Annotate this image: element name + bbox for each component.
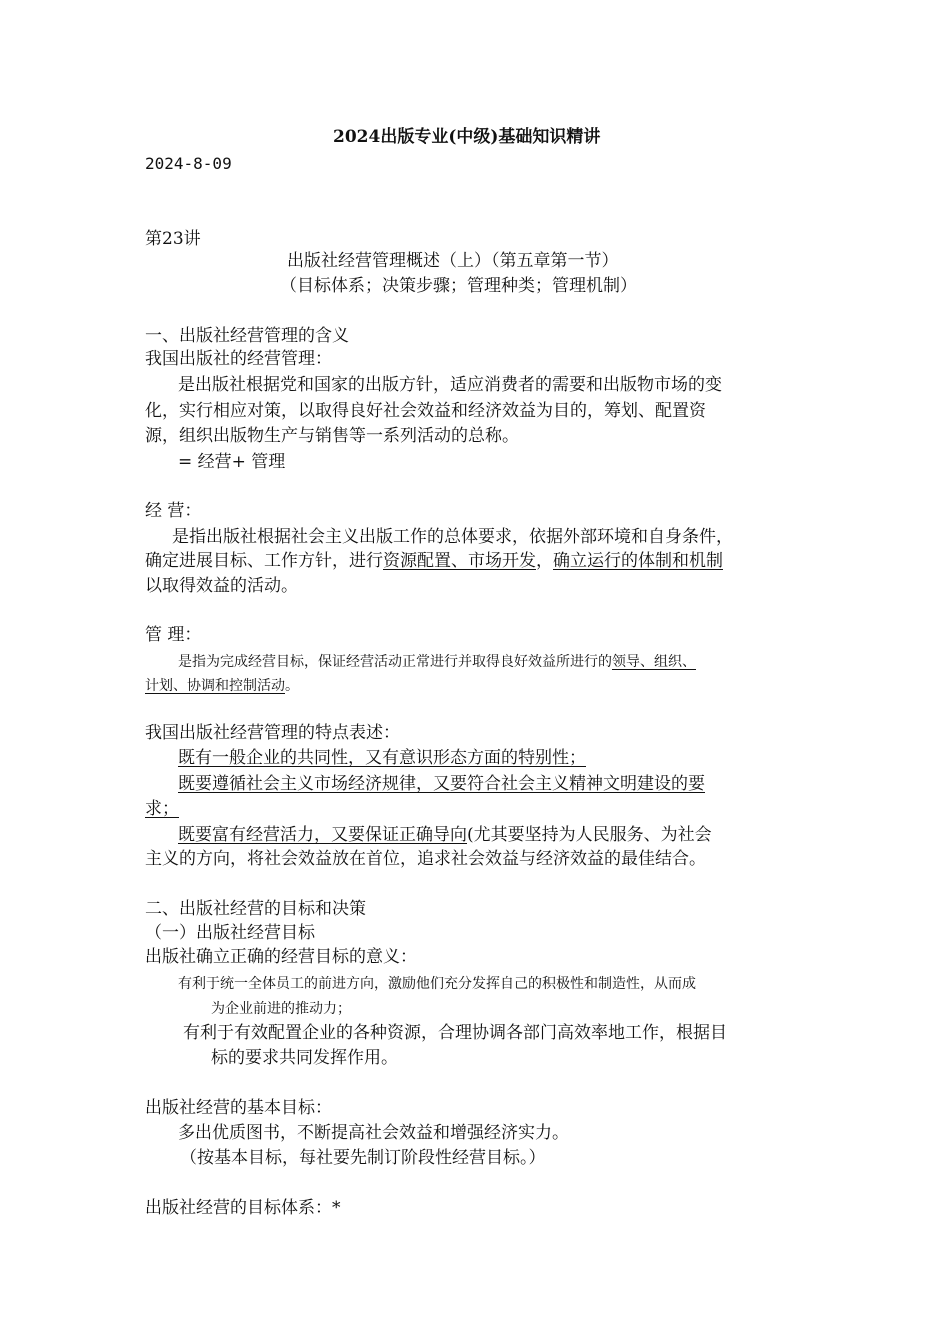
lecture-subheading: （目标体系；决策步骤；管理种类；管理机制） xyxy=(280,276,637,296)
meaning-1-line-2: 为企业前进的推动力； xyxy=(211,1001,351,1017)
section-1-heading: 一、出版社经营管理的含义 xyxy=(145,326,349,346)
section-2-heading: 二、出版社经营的目标和决策 xyxy=(145,899,366,919)
guanli-underline-2: 计划、协调和控制活动 xyxy=(145,678,285,694)
jingying-line-2 xyxy=(145,550,723,572)
definition-line-2: 化，实行相应对策，以取得良好社会效益和经济效益为目的，筹划、配置资 xyxy=(145,401,706,421)
lecture-heading: 出版社经营管理概述（上）（第五章第一节） xyxy=(287,251,619,271)
basic-goal-line-1: 多出优质图书，不断提高社会效益和增强经济实力。 xyxy=(178,1123,569,1143)
formula: = 经营+ 管理 xyxy=(178,452,286,472)
guanli-label: 管 理： xyxy=(145,625,202,645)
document-title: 2024出版专业(中级)基础知识精讲 xyxy=(333,127,601,147)
guanli-line-2-end: 。 xyxy=(285,678,299,694)
guanli-underline-1: 领导、组织、 xyxy=(612,654,696,670)
feature-2-line-2: 求； xyxy=(145,799,179,819)
feature-3-underline: 既要富有经营活力，又要保证正确导向 xyxy=(178,825,467,845)
meaning-1-line-1: 有利于统一全体员工的前进方向，激励他们充分发挥自己的积极性和制造性，从而成 xyxy=(178,976,696,992)
feature-2-line-1: 既要遵循社会主义市场经济规律，又要符合社会主义精神文明建设的要 xyxy=(178,774,705,794)
document-date: 2024-8-09 xyxy=(145,154,232,173)
jingying-underline-2: 确立运行的体制和机制 xyxy=(553,551,723,571)
jingying-separator: ， xyxy=(536,551,553,571)
meaning-2-line-1: 有利于有效配置企业的各种资源，合理协调各部门高效率地工作，根据目 xyxy=(183,1023,727,1043)
jingying-label: 经 营： xyxy=(145,501,202,521)
lecture-number: 第23讲 xyxy=(145,229,201,249)
jingying-underline-1: 资源配置、市场开发 xyxy=(383,551,536,571)
definition-line-3: 源，组织出版物生产与销售等一系列活动的总称。 xyxy=(145,426,519,446)
guanli-line-1-text: 是指为完成经营目标，保证经营活动正常进行并取得良好效益所进行的 xyxy=(178,654,612,670)
section-2-sub-1: （一）出版社经营目标 xyxy=(145,923,315,943)
feature-3-line-2: 主义的方向，将社会效益放在首位，追求社会效益与经济效益的最佳结合。 xyxy=(145,849,706,869)
jingying-line-3: 以取得效益的活动。 xyxy=(145,576,298,596)
section-1-intro: 我国出版社的经营管理： xyxy=(145,349,332,369)
definition-line-1: 是出版社根据党和国家的出版方针，适应消费者的需要和出版物市场的变 xyxy=(178,375,722,395)
feature-3-line-1 xyxy=(178,824,712,846)
guanli-line-1 xyxy=(178,651,696,673)
goal-system-heading: 出版社经营的目标体系：* xyxy=(145,1198,341,1218)
guanli-line-2 xyxy=(145,675,299,697)
jingying-line-2-text: 确定进展目标、工作方针，进行 xyxy=(145,551,383,571)
feature-1: 既有一般企业的共同性，又有意识形态方面的特别性； xyxy=(178,748,586,768)
meaning-2-line-2: 标的要求共同发挥作用。 xyxy=(211,1048,398,1068)
features-heading: 我国出版社经营管理的特点表述： xyxy=(145,723,400,743)
jingying-line-1: 是指出版社根据社会主义出版工作的总体要求，依据外部环境和自身条件， xyxy=(172,527,733,547)
basic-goal-line-2: （按基本目标，每社要先制订阶段性经营目标。） xyxy=(180,1148,546,1168)
meaning-heading: 出版社确立正确的经营目标的意义： xyxy=(145,947,417,967)
feature-3-text: (尤其要坚持为人民服务、为社会 xyxy=(467,825,712,845)
basic-goal-heading: 出版社经营的基本目标： xyxy=(145,1098,332,1118)
